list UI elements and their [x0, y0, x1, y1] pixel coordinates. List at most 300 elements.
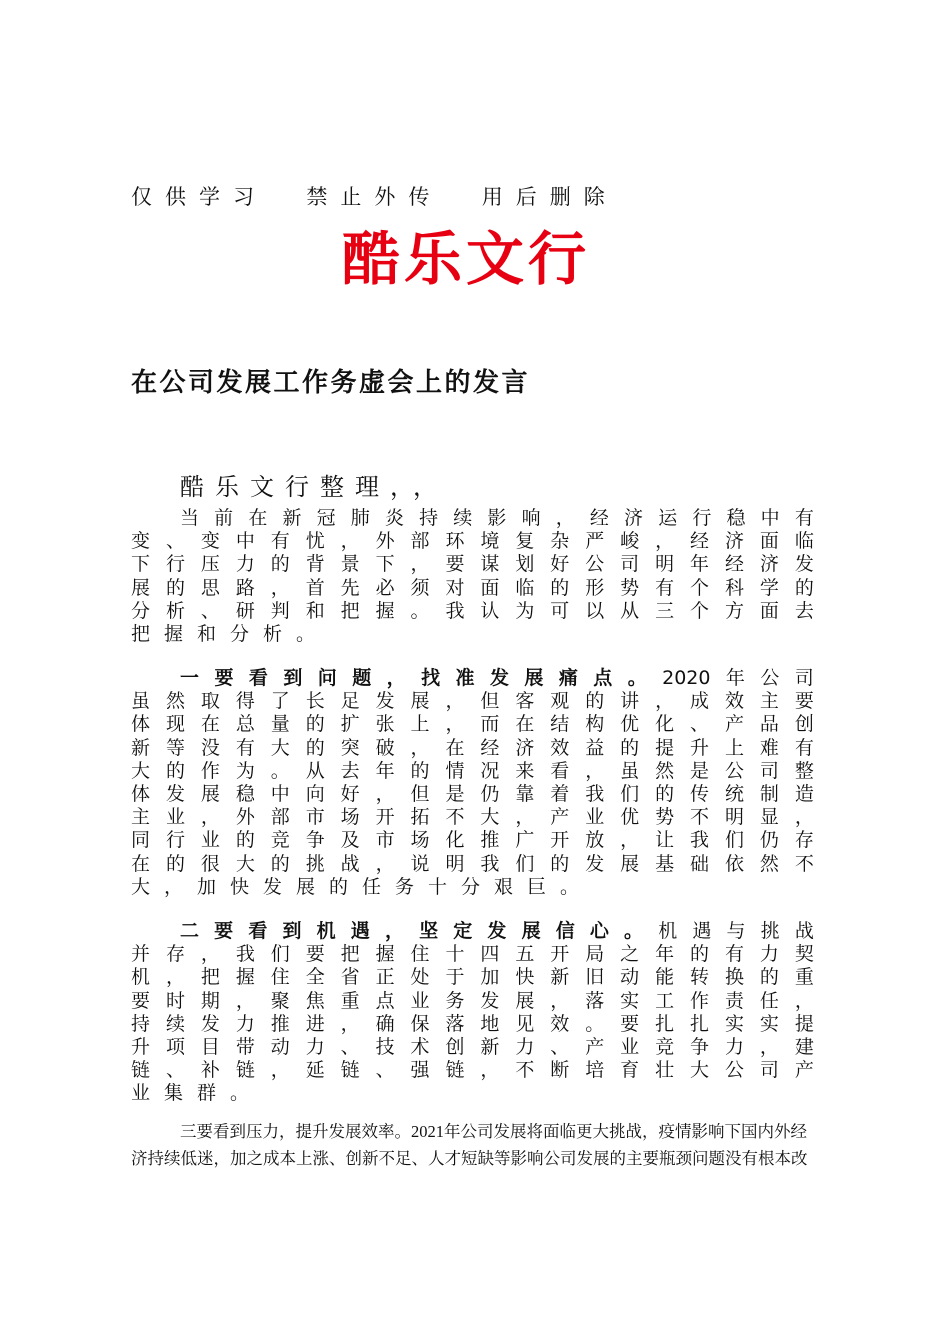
glyph: 重 [340, 989, 360, 1012]
glyph: 形 [585, 576, 605, 599]
glyph: 推 [480, 829, 500, 852]
glyph: 的 [410, 759, 430, 782]
glyph: 结 [550, 713, 570, 736]
glyph: 点 [375, 989, 395, 1012]
glyph: 破 [375, 736, 395, 759]
glyph: 了 [270, 690, 290, 713]
glyph: 压 [200, 553, 220, 576]
glyph: 建 [794, 1035, 814, 1058]
glyph: ， [550, 989, 570, 1012]
glyph: 放 [585, 829, 605, 852]
glyph: 下 [131, 553, 151, 576]
glyph: 目 [200, 1035, 220, 1058]
glyph: 明 [445, 852, 465, 875]
glyph: 是 [445, 782, 465, 805]
document-title: 在公司发展工作务虚会上的发言 [131, 368, 531, 398]
text-line [131, 690, 814, 713]
glyph: 找 [421, 667, 441, 689]
glyph: 续 [165, 1012, 185, 1035]
glyph: 换 [724, 966, 744, 989]
glyph: 聚 [270, 989, 290, 1012]
glyph: 局 [585, 943, 605, 966]
glyph: 虽 [620, 759, 640, 782]
glyph: 的 [165, 576, 185, 599]
glyph: 动 [620, 966, 640, 989]
glyph: 司 [620, 553, 640, 576]
glyph: 业 [200, 829, 220, 852]
glyph: 发 [375, 690, 395, 713]
glyph: 靠 [515, 782, 535, 805]
text-line [131, 1059, 814, 1082]
glyph: 划 [515, 553, 535, 576]
glyph: 虽 [131, 690, 151, 713]
glyph: 为 [235, 759, 255, 782]
glyph: 张 [375, 713, 395, 736]
glyph: 展 [524, 667, 544, 689]
glyph: 的 [165, 759, 185, 782]
glyph: ， [655, 690, 675, 713]
glyph: 必 [375, 576, 395, 599]
glyph: ， [270, 1059, 290, 1082]
glyph: 业 [165, 806, 185, 829]
glyph: 司 [759, 1059, 779, 1082]
glyph: 见 [515, 1012, 535, 1035]
glyph: 济 [515, 736, 535, 759]
glyph: 、 [550, 1035, 570, 1058]
glyph: 产 [794, 1059, 814, 1082]
glyph: 把 [200, 966, 220, 989]
glyph: 保 [410, 1012, 430, 1035]
glyph: 进 [305, 1012, 325, 1035]
glyph: ， [555, 507, 575, 529]
glyph: 思 [200, 576, 220, 599]
glyph: 司 [794, 667, 814, 689]
glyph: 的 [794, 576, 814, 599]
glyph: 到 [283, 667, 303, 689]
glyph: 的 [305, 736, 325, 759]
glyph: 时 [165, 989, 185, 1012]
glyph: 展 [200, 782, 220, 805]
glyph: 势 [620, 576, 640, 599]
glyph: 不 [690, 806, 710, 829]
glyph: ， [515, 806, 535, 829]
glyph: ， [410, 553, 430, 576]
glyph: 在 [248, 507, 268, 529]
glyph: 面 [759, 599, 779, 622]
glyph: 大 [480, 806, 500, 829]
glyph: 坚 [419, 920, 439, 942]
year-2020: 2020 [662, 667, 711, 689]
glyph: 是 [690, 759, 710, 782]
glyph: 信 [555, 920, 575, 942]
glyph: 工 [655, 989, 675, 1012]
glyph: 统 [724, 782, 744, 805]
glyph: 个 [690, 576, 710, 599]
glyph: 全 [305, 966, 325, 989]
glyph: 讲 [620, 690, 640, 713]
glyph: 把 [340, 943, 360, 966]
glyph: 创 [445, 1035, 465, 1058]
glyph: 力 [724, 1035, 744, 1058]
glyph: 化 [655, 713, 675, 736]
glyph: 发 [794, 553, 814, 576]
text-line [131, 853, 814, 876]
glyph: 量 [270, 713, 290, 736]
glyph: 稳 [235, 782, 255, 805]
paragraph-opportunities-heading-line [131, 920, 814, 943]
glyph: 十 [445, 943, 465, 966]
glyph: 竞 [655, 1035, 675, 1058]
glyph: 动 [270, 1035, 290, 1058]
glyph: 我 [445, 599, 465, 622]
glyph: 展 [410, 690, 430, 713]
glyph: 我 [235, 943, 255, 966]
glyph: 正 [375, 966, 395, 989]
glyph: 看 [550, 759, 570, 782]
text-line [131, 990, 814, 1013]
glyph: 务 [445, 989, 465, 1012]
glyph: 点 [593, 667, 613, 689]
glyph: 要 [214, 920, 234, 942]
glyph: 力 [235, 553, 255, 576]
glyph: 的 [690, 943, 710, 966]
glyph: 于 [445, 966, 465, 989]
glyph: 加 [480, 966, 500, 989]
glyph: 中 [760, 507, 780, 529]
glyph: 中 [270, 782, 290, 805]
glyph: 带 [235, 1035, 255, 1058]
glyph: 好 [550, 553, 570, 576]
glyph: 持 [131, 1012, 151, 1035]
text-line: 大，加快发展的任务十分艰巨。 [131, 875, 594, 898]
glyph: 术 [410, 1035, 430, 1058]
glyph: 面 [759, 530, 779, 553]
glyph: 及 [340, 829, 360, 852]
glyph: 发 [489, 667, 509, 689]
glyph: 主 [759, 690, 779, 713]
glyph: 体 [131, 713, 151, 736]
text-line [131, 943, 814, 966]
glyph: ， [340, 530, 360, 553]
glyph: 快 [515, 966, 535, 989]
glyph: 痛 [558, 667, 578, 689]
glyph: 开 [550, 829, 570, 852]
brand-logo-text: 酷乐文行 [342, 225, 591, 293]
glyph: 复 [515, 530, 535, 553]
glyph: 公 [724, 1059, 744, 1082]
glyph: 力 [515, 1035, 535, 1058]
glyph: 争 [305, 829, 325, 852]
glyph: 市 [375, 829, 395, 852]
glyph: 壮 [655, 1059, 675, 1082]
glyph: 研 [235, 599, 255, 622]
glyph: 中 [235, 530, 255, 553]
glyph: 扎 [690, 1012, 710, 1035]
glyph: 们 [724, 829, 744, 852]
glyph: 严 [585, 530, 605, 553]
paragraph-opportunities [131, 920, 814, 1106]
glyph: 个 [690, 599, 710, 622]
glyph: 效 [724, 690, 744, 713]
glyph: 产 [550, 806, 570, 829]
glyph: 上 [724, 736, 744, 759]
text-line [131, 713, 814, 736]
glyph: 变 [131, 530, 151, 553]
glyph: ， [340, 1012, 360, 1035]
text-line [131, 507, 814, 530]
glyph: 础 [690, 852, 710, 875]
glyph: 而 [480, 713, 500, 736]
glyph: 遇 [350, 920, 370, 942]
glyph: 部 [270, 806, 290, 829]
glyph: 看 [248, 920, 268, 942]
glyph: 任 [759, 989, 779, 1012]
glyph: 经 [690, 530, 710, 553]
glyph: 峻 [620, 530, 640, 553]
glyph: 期 [200, 989, 220, 1012]
glyph: 省 [340, 966, 360, 989]
paragraph-opportunities-body [131, 943, 814, 1105]
glyph: 上 [410, 713, 430, 736]
glyph: 广 [515, 829, 535, 852]
glyph: 去 [340, 759, 360, 782]
glyph: 链 [235, 1059, 255, 1082]
glyph: 技 [375, 1035, 395, 1058]
glyph: 并 [131, 943, 151, 966]
glyph: 公 [585, 553, 605, 576]
glyph: 谋 [480, 553, 500, 576]
glyph: 们 [515, 852, 535, 875]
glyph: 年 [725, 667, 745, 689]
glyph: 向 [305, 782, 325, 805]
glyph: 在 [131, 852, 151, 875]
glyph: 济 [624, 507, 644, 529]
glyph: 大 [270, 736, 290, 759]
glyph: 开 [550, 943, 570, 966]
paragraph-problems-body [131, 690, 814, 899]
glyph: 响 [521, 507, 541, 529]
glyph: 难 [759, 736, 779, 759]
glyph: 有 [655, 576, 675, 599]
glyph: 展 [521, 920, 541, 942]
glyph: 部 [410, 530, 430, 553]
text-line [131, 783, 814, 806]
paragraph-problems-heading-line [131, 667, 814, 690]
glyph: 析 [165, 599, 185, 622]
glyph: 年 [375, 759, 395, 782]
glyph: 去 [794, 599, 814, 622]
glyph: 公 [760, 667, 780, 689]
glyph: 把 [340, 599, 360, 622]
glyph: 扩 [340, 713, 360, 736]
glyph: ， [794, 806, 814, 829]
glyph: 、 [340, 1035, 360, 1058]
glyph: ， [655, 530, 675, 553]
text-line [131, 600, 814, 623]
glyph: 重 [794, 966, 814, 989]
glyph: ， [384, 920, 404, 942]
glyph: 竞 [270, 829, 290, 852]
glyph: ， [165, 966, 185, 989]
glyph: 能 [655, 966, 675, 989]
glyph: 握 [375, 943, 395, 966]
glyph: 势 [655, 806, 675, 829]
glyph: 们 [620, 782, 640, 805]
glyph: 稳 [726, 507, 746, 529]
glyph: 不 [515, 1059, 535, 1082]
glyph: ， [445, 713, 465, 736]
glyph: 握 [375, 599, 395, 622]
glyph: 题 [352, 667, 372, 689]
glyph: 影 [487, 507, 507, 529]
glyph: 延 [305, 1059, 325, 1082]
glyph: 方 [724, 599, 744, 622]
glyph: 但 [480, 690, 500, 713]
glyph: 展 [131, 576, 151, 599]
glyph: 运 [658, 507, 678, 529]
glyph: ， [480, 1059, 500, 1082]
glyph: 发 [165, 782, 185, 805]
glyph: 确 [375, 1012, 395, 1035]
glyph: 但 [410, 782, 430, 805]
glyph: 。 [270, 759, 290, 782]
glyph: 发 [585, 852, 605, 875]
glyph: 握 [235, 966, 255, 989]
text-line: 三要看到压力，提升发展效率。2021年公司发展将面临更大挑战，疫情影响下国内外经 [180, 1122, 807, 1141]
glyph: 行 [692, 507, 712, 529]
glyph: 足 [340, 690, 360, 713]
glyph: 年 [655, 943, 675, 966]
glyph: 新 [550, 966, 570, 989]
glyph: 住 [270, 966, 290, 989]
glyph: 、 [375, 1059, 395, 1082]
glyph: 提 [655, 736, 675, 759]
glyph: 依 [724, 852, 744, 875]
glyph: 与 [726, 920, 746, 942]
glyph: 有 [794, 507, 814, 529]
glyph: 构 [585, 713, 605, 736]
glyph: 、 [690, 713, 710, 736]
glyph: 外 [375, 530, 395, 553]
glyph: ， [759, 1035, 779, 1058]
glyph: 要 [794, 690, 814, 713]
glyph: 可 [550, 599, 570, 622]
glyph: 五 [515, 943, 535, 966]
glyph: 住 [410, 943, 430, 966]
glyph: 的 [585, 690, 605, 713]
glyph: 战 [794, 920, 814, 942]
glyph: 发 [480, 989, 500, 1012]
glyph: 经 [724, 553, 744, 576]
glyph: 扎 [655, 1012, 675, 1035]
glyph: 业 [620, 1035, 640, 1058]
glyph: 战 [340, 852, 360, 875]
glyph: 的 [550, 576, 570, 599]
glyph: 育 [620, 1059, 640, 1082]
glyph: 开 [375, 806, 395, 829]
glyph: 争 [690, 1035, 710, 1058]
glyph: 在 [515, 713, 535, 736]
glyph: 环 [445, 530, 465, 553]
glyph: 有 [794, 736, 814, 759]
glyph: 实 [759, 1012, 779, 1035]
glyph: 的 [759, 966, 779, 989]
glyph: 突 [340, 736, 360, 759]
glyph: 先 [340, 576, 360, 599]
glyph: 优 [620, 713, 640, 736]
glyph: 持 [419, 507, 439, 529]
glyph: 临 [794, 530, 814, 553]
glyph: 产 [585, 1035, 605, 1058]
glyph: 落 [585, 989, 605, 1012]
glyph: 仍 [480, 782, 500, 805]
glyph: 科 [724, 576, 744, 599]
glyph: 挑 [305, 852, 325, 875]
glyph: 经 [480, 736, 500, 759]
glyph: 焦 [305, 989, 325, 1012]
glyph: 一 [180, 667, 200, 689]
glyph: 面 [480, 576, 500, 599]
glyph: 传 [690, 782, 710, 805]
glyph: 当 [180, 507, 200, 529]
text-line: 业集群。 [131, 1082, 264, 1105]
glyph: 定 [453, 920, 473, 942]
text-line [131, 737, 814, 760]
text-line [131, 829, 814, 852]
glyph: 让 [655, 829, 675, 852]
glyph: 提 [794, 1012, 814, 1035]
glyph: 。 [627, 667, 647, 689]
glyph: ， [270, 576, 290, 599]
glyph: 济 [724, 530, 744, 553]
glyph: ， [235, 989, 255, 1012]
glyph: 业 [585, 806, 605, 829]
glyph: 看 [248, 667, 268, 689]
glyph: 景 [340, 553, 360, 576]
glyph: 新 [282, 507, 302, 529]
glyph: 和 [305, 599, 325, 622]
glyph: 炎 [384, 507, 404, 529]
glyph: 年 [690, 553, 710, 576]
glyph: 然 [165, 690, 185, 713]
glyph: 责 [724, 989, 744, 1012]
glyph: 从 [620, 599, 640, 622]
text-line [131, 553, 814, 576]
glyph: 来 [515, 759, 535, 782]
glyph: 要 [305, 943, 325, 966]
glyph: 行 [165, 829, 185, 852]
glyph: 续 [453, 507, 473, 529]
glyph: 学 [759, 576, 779, 599]
glyph: 力 [759, 943, 779, 966]
glyph: 不 [794, 852, 814, 875]
glyph: 准 [455, 667, 475, 689]
glyph: 作 [200, 759, 220, 782]
glyph: ， [794, 989, 814, 1012]
glyph: 我 [480, 852, 500, 875]
glyph: 分 [131, 599, 151, 622]
glyph: 要 [131, 989, 151, 1012]
glyph: 现 [165, 713, 185, 736]
glyph: 业 [410, 989, 430, 1012]
glyph: 对 [445, 576, 465, 599]
glyph: 我 [690, 829, 710, 852]
glyph: 三 [655, 599, 675, 622]
glyph: 、 [165, 1059, 185, 1082]
glyph: ， [445, 690, 465, 713]
glyph: 客 [515, 690, 535, 713]
glyph: 新 [131, 736, 151, 759]
